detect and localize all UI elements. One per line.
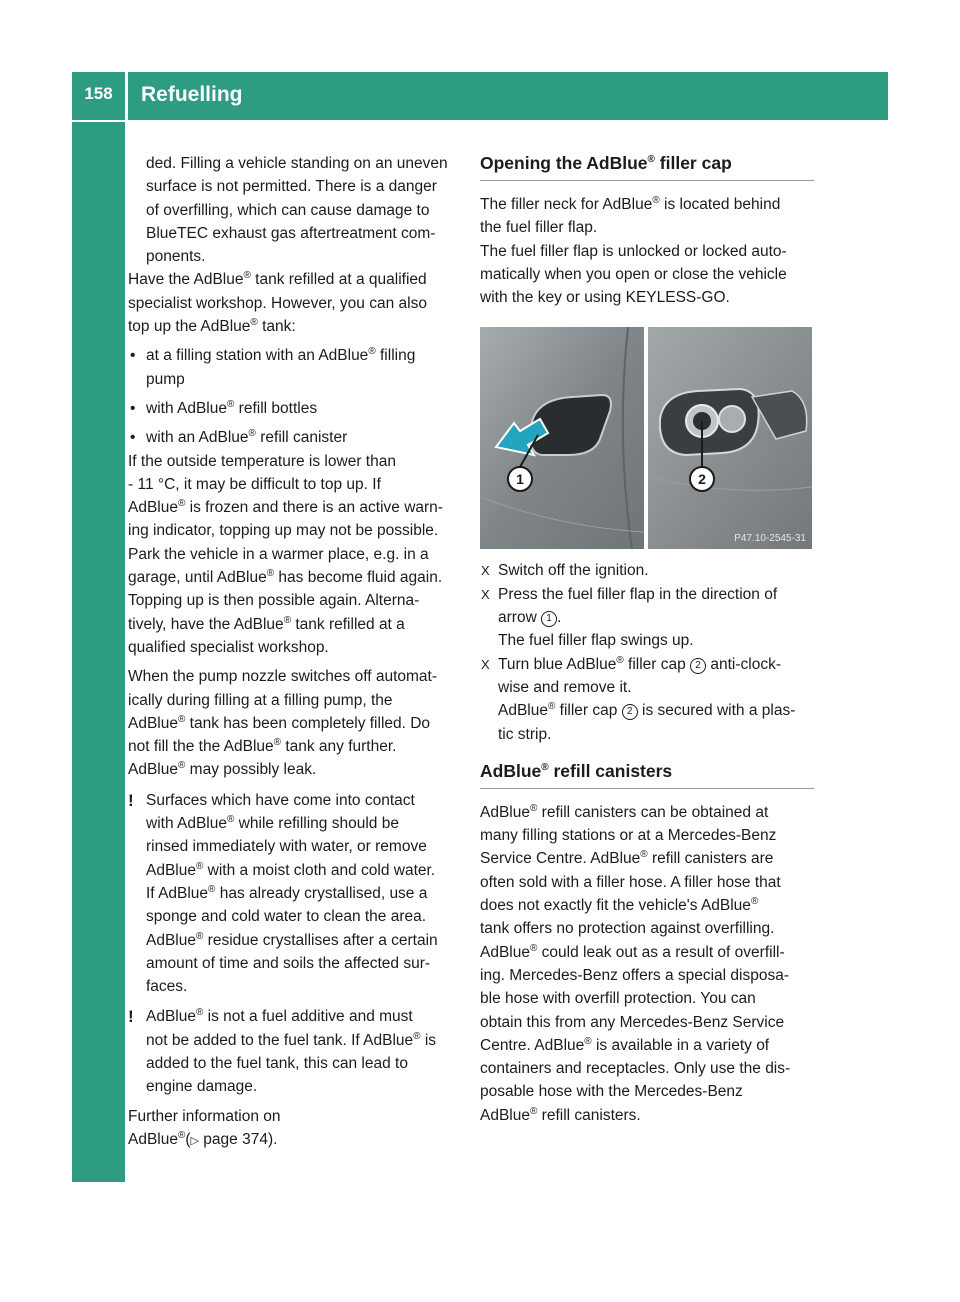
page-number: 158: [84, 84, 113, 103]
step-arrow-icon: X: [481, 656, 490, 672]
callout-ref-2: 2: [690, 658, 706, 674]
paragraph: If the outside temperature is lower than: [128, 452, 396, 470]
step-arrow-icon: X: [481, 563, 490, 579]
instruction-step: X Switch off the ignition.: [480, 559, 814, 582]
figure-illustration: [480, 327, 812, 549]
figure-code: P47.10-2545-31: [734, 533, 806, 545]
instruction-step: X Press the fuel filler flap in the direction of: [480, 583, 814, 606]
warning-icon: !: [128, 1007, 134, 1027]
paragraph: Have the AdBlue® tank refilled at a qualified: [128, 270, 427, 289]
section-title: Refuelling: [141, 83, 243, 106]
reference-arrow-icon: ▷: [190, 1134, 199, 1147]
paragraph: The filler neck for AdBlue® is located behind: [480, 194, 781, 213]
paragraph: When the pump nozzle switches off automat-: [128, 668, 438, 686]
section-heading: Opening the AdBlue® filler cap: [480, 152, 814, 181]
warning-note: ! AdBlue® is not a fuel additive and must not be added to the fuel tank. If AdBlue® is added to the fuel tank, this can lead to engine damage.: [128, 1007, 437, 1096]
page-reference[interactable]: AdBlue®(▷ page 374).: [128, 1129, 278, 1148]
filler-cap-figure: [480, 327, 812, 549]
callout-label-1: 1: [516, 471, 524, 488]
paragraph: AdBlue® refill canisters can be obtained at: [480, 802, 769, 821]
paragraph: The fuel filler flap is unlocked or locked auto-: [480, 242, 787, 260]
right-column: Opening the AdBlue® filler cap The filler neck for AdBlue® is located behind the fuel filler flap. The fuel filler flap is unlocked or locked auto- matically when you open or close the vehicle with the key or using KEYLESS-GO. 1 2 P47.10-2545-31 X Switch off the ignition. X Press the fuel filler flap in the direction of arrow 1 . The fuel filler flap swings up. X Turn blue AdBlue® filler cap 2 anti-clock- wise and remove it. AdBlue® filler cap 2 is secured with a plas- tic strip. AdBlue® refill canisters AdBlue® refill canisters can be obtained at many filling stations or at a Mercedes-Benz Service Centre. AdBlue® refill canisters are often sold with a filler hose. A filler hose that does not exactly fit the vehicle's AdBlue® tank offers no protection against overfilling. AdBlue® could leak out as a result of overfill- ing. Mercedes-Benz offers a special disposa- ble hose with overfill protection. You can obtain this from any Mercedes-Benz Service Centre. AdBlue® is available in a variety of containers and receptacles. Only use the dis- posable hose with the Mercedes-Benz AdBlue® refill canisters.: [480, 152, 814, 1127]
list-item: • with AdBlue® refill bottles: [128, 397, 462, 420]
header-divider: [125, 72, 128, 120]
list-item: • at a filling station with an AdBlue® filling: [128, 344, 462, 367]
section-heading: AdBlue® refill canisters: [480, 760, 814, 789]
warning-note: ! Surfaces which have come into contact with AdBlue® while refilling should be rinsed immediately with water, or remove AdBlue® with a moist cloth and cold water. If AdBlue® has already crystallised, use a sponge and cold water to clean the area. AdBlue® residue crystallises after a certain amount of time and soils the affected sur- faces.: [128, 790, 438, 996]
instruction-step: X Turn blue AdBlue® filler cap 2 anti-clock-: [480, 653, 814, 676]
warning-icon: !: [128, 790, 134, 810]
step-arrow-icon: X: [481, 586, 490, 602]
callout-ref-1: 1: [541, 611, 557, 627]
list-item: • with an AdBlue® refill canister: [128, 426, 462, 449]
warning-continuation: ded. Filling a vehicle standing on an uneven surface is not permitted. There is a danger of overfilling, which can cause damage to BlueTEC exhaust gas aftertreatment com- ponents.: [146, 155, 448, 266]
callout-ref-2: 2: [622, 704, 638, 720]
callout-label-2: 2: [698, 471, 706, 488]
left-column: ded. Filling a vehicle standing on an uneven surface is not permitted. There is a danger of overfilling, which can cause damage to BlueTEC exhaust gas aftertreatment com- ponents. Have the AdBlue® tank refilled at a qualified specialist workshop. However, you can also top up the AdBlue® tank: • at a filling station with an AdBlue® filling pump • with AdBlue® refill bottles • with an AdBlue® refill canister If the outside temperature is lower than - 11 °C, it may be difficult to top up. If AdBlue® is frozen and there is an active warn- ing indicator, topping up may not be possible. Park the vehicle in a warmer place, e.g. in a garage, until AdBlue® has become fluid again. Topping up is then possible again. Alterna- tively, have the AdBlue® tank refilled at a qualified specialist workshop. When the pump nozzle switches off automat- ically during filling at a filling pump, the AdBlue® tank has been completely filled. Do not fill the the AdBlue® tank any further. AdBlue® may possibly leak. ! Surfaces which have come into contact with AdBlue® while refilling should be rinsed immediately with water, or remove AdBlue® with a moist cloth and cold water. If AdBlue® has already crystallised, use a sponge and cold water to clean the area. AdBlue® residue crystallises after a certain amount of time and soils the affected sur- faces. ! AdBlue® is not a fuel additive and must not be added to the fuel tank. If AdBlue® is added to the fuel tank, this can lead to engine damage. Further information on AdBlue®(▷ page 374).: [128, 152, 462, 1153]
paragraph: Further information on: [128, 1107, 281, 1125]
side-tab-label: Driving and parking: [85, 150, 110, 358]
